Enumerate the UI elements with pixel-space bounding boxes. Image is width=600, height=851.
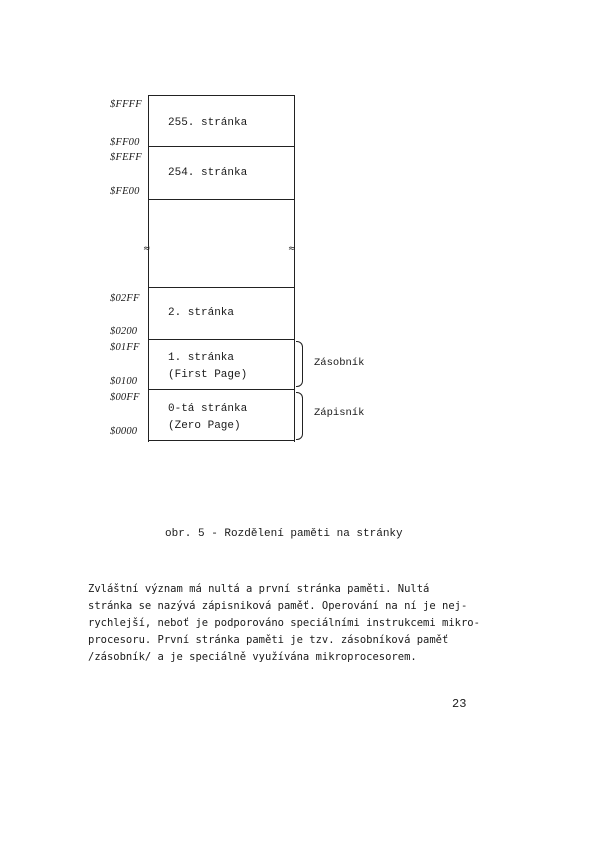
- break-mark-left: ≈: [143, 244, 151, 254]
- brace-stack: [296, 341, 303, 387]
- divider-line: [148, 389, 294, 390]
- page-number: 23: [452, 697, 467, 711]
- paragraph-line: procesoru. První stránka paměti je tzv. zásobníková paměť: [88, 634, 449, 646]
- cell-page-255: 255. stránka: [168, 117, 248, 129]
- brace-scratchpad: [296, 392, 303, 440]
- address-label: $00FF: [110, 392, 140, 403]
- address-label: $FE00: [110, 186, 140, 197]
- divider-line: [148, 95, 294, 96]
- paragraph-line: Zvláštní význam má nultá a první stránka paměti. Nultá: [88, 583, 430, 595]
- paragraph-line: stránka se nazývá zápisniková paměť. Operování na ní je nej-: [88, 600, 468, 612]
- divider-line: [148, 440, 294, 441]
- address-label: $0100: [110, 376, 138, 387]
- address-label: $02FF: [110, 293, 140, 304]
- address-label: $01FF: [110, 342, 140, 353]
- cell-page-254: 254. stránka: [168, 167, 248, 179]
- label-scratchpad: Zápisník: [314, 407, 365, 419]
- cell-page-1-title: 1. stránka: [168, 352, 235, 364]
- cell-page-2: 2. stránka: [168, 307, 235, 319]
- paragraph-line: /zásobník/ a je speciálně využívána mikroprocesorem.: [88, 651, 417, 663]
- address-label: $FF00: [110, 137, 140, 148]
- address-label: $FFFF: [110, 99, 142, 110]
- address-label: $0200: [110, 326, 138, 337]
- divider-line: [148, 287, 294, 288]
- body-paragraph: [88, 581, 508, 666]
- figure-caption: obr. 5 - Rozdělení paměti na stránky: [165, 528, 403, 540]
- divider-line: [148, 339, 294, 340]
- break-mark-right: ≈: [288, 244, 296, 254]
- cell-page-0-title: 0-tá stránka: [168, 403, 248, 415]
- address-label: $FEFF: [110, 152, 142, 163]
- paragraph-line: rychlejší, neboť je podporováno speciálními instrukcemi mikro-: [88, 617, 480, 629]
- divider-line: [148, 199, 294, 200]
- label-stack: Zásobník: [314, 357, 365, 369]
- cell-page-1-subtitle: (First Page): [168, 369, 248, 381]
- divider-line: [148, 146, 294, 147]
- address-label: $0000: [110, 426, 138, 437]
- cell-page-0-subtitle: (Zero Page): [168, 420, 241, 432]
